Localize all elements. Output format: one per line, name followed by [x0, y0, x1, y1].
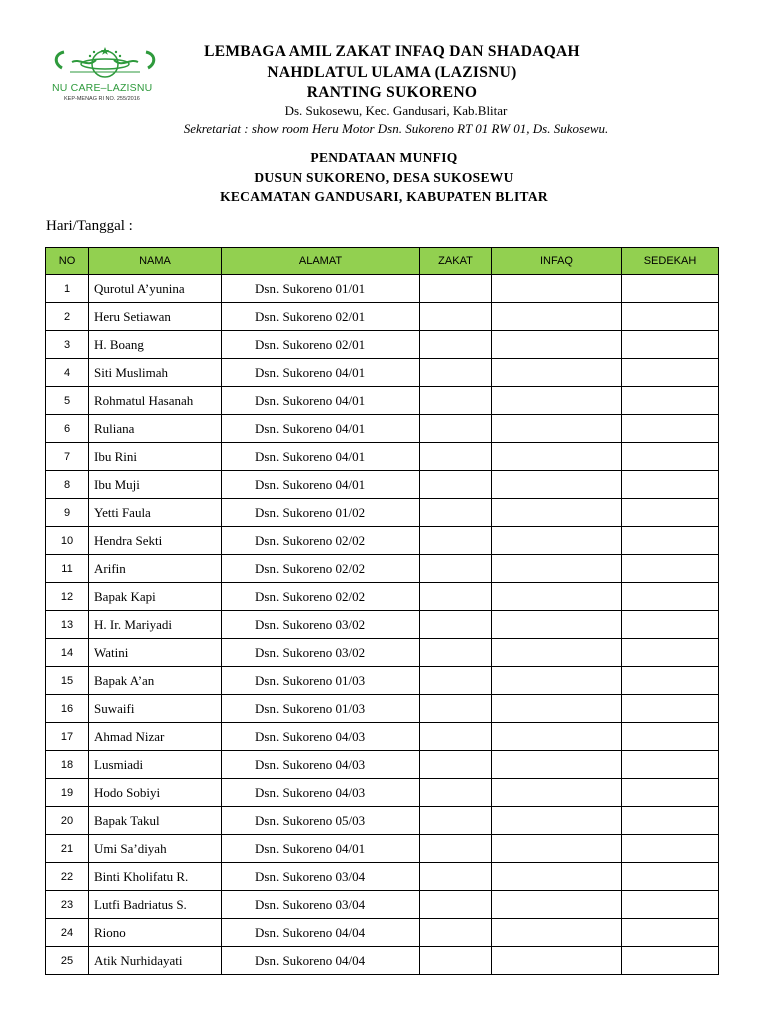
- row-number: 21: [46, 835, 89, 863]
- cell-nama: Bapak Takul: [89, 807, 222, 835]
- row-number: 8: [46, 471, 89, 499]
- cell-alamat: Dsn. Sukoreno 04/01: [222, 471, 420, 499]
- table-row: [46, 583, 719, 611]
- cell-alamat: Dsn. Sukoreno 02/02: [222, 555, 420, 583]
- row-number: 25: [46, 947, 89, 975]
- cell-alamat: Dsn. Sukoreno 02/01: [222, 331, 420, 359]
- cell-infaq: [492, 527, 622, 555]
- cell-nama: Heru Setiawan: [89, 303, 222, 331]
- cell-sedekah: [622, 331, 719, 359]
- logo-name: NU CARE–LAZISNU: [52, 82, 153, 94]
- cell-nama: Hendra Sekti: [89, 527, 222, 555]
- document-subtitle-1: DUSUN SUKORENO, DESA SUKOSEWU: [254, 170, 514, 185]
- munfiq-table: [45, 247, 719, 975]
- cell-nama: Siti Muslimah: [89, 359, 222, 387]
- date-label: Hari/Tanggal :: [46, 218, 133, 234]
- table-row: [46, 331, 719, 359]
- cell-sedekah: [622, 919, 719, 947]
- cell-nama: Lusmiadi: [89, 751, 222, 779]
- cell-infaq: [492, 275, 622, 303]
- cell-sedekah: [622, 499, 719, 527]
- column-header-infaq: INFAQ: [492, 248, 622, 275]
- cell-zakat: [420, 835, 492, 863]
- row-number: 5: [46, 387, 89, 415]
- cell-infaq: [492, 919, 622, 947]
- cell-sedekah: [622, 891, 719, 919]
- row-number: 22: [46, 863, 89, 891]
- cell-infaq: [492, 639, 622, 667]
- table-row: [46, 667, 719, 695]
- table-row: [46, 723, 719, 751]
- cell-alamat: Dsn. Sukoreno 03/02: [222, 639, 420, 667]
- cell-nama: Lutfi Badriatus S.: [89, 891, 222, 919]
- cell-infaq: [492, 555, 622, 583]
- table-row: [46, 863, 719, 891]
- cell-zakat: [420, 807, 492, 835]
- cell-alamat: Dsn. Sukoreno 03/02: [222, 611, 420, 639]
- table-row: [46, 471, 719, 499]
- table-row: [46, 919, 719, 947]
- cell-nama: Hodo Sobiyi: [89, 779, 222, 807]
- cell-alamat: Dsn. Sukoreno 04/03: [222, 779, 420, 807]
- cell-infaq: [492, 611, 622, 639]
- cell-zakat: [420, 667, 492, 695]
- cell-alamat: Dsn. Sukoreno 01/02: [222, 499, 420, 527]
- cell-zakat: [420, 919, 492, 947]
- row-number: 19: [46, 779, 89, 807]
- cell-infaq: [492, 835, 622, 863]
- row-number: 10: [46, 527, 89, 555]
- cell-nama: H. Boang: [89, 331, 222, 359]
- cell-zakat: [420, 359, 492, 387]
- org-address: Ds. Sukosewu, Kec. Gandusari, Kab.Blitar: [284, 103, 508, 118]
- cell-infaq: [492, 723, 622, 751]
- cell-zakat: [420, 863, 492, 891]
- cell-nama: Ibu Rini: [89, 443, 222, 471]
- cell-sedekah: [622, 303, 719, 331]
- cell-zakat: [420, 527, 492, 555]
- cell-sedekah: [622, 835, 719, 863]
- cell-nama: Bapak Kapi: [89, 583, 222, 611]
- column-header-zakat: ZAKAT: [420, 248, 492, 275]
- cell-sedekah: [622, 471, 719, 499]
- cell-nama: Arifin: [89, 555, 222, 583]
- cell-nama: Binti Kholifatu R.: [89, 863, 222, 891]
- cell-alamat: Dsn. Sukoreno 03/04: [222, 863, 420, 891]
- cell-alamat: Dsn. Sukoreno 04/01: [222, 443, 420, 471]
- row-number: 18: [46, 751, 89, 779]
- cell-sedekah: [622, 863, 719, 891]
- table-row: [46, 387, 719, 415]
- cell-sedekah: [622, 723, 719, 751]
- cell-alamat: Dsn. Sukoreno 04/03: [222, 751, 420, 779]
- row-number: 2: [46, 303, 89, 331]
- row-number: 12: [46, 583, 89, 611]
- cell-zakat: [420, 555, 492, 583]
- table-row: [46, 499, 719, 527]
- cell-zakat: [420, 303, 492, 331]
- cell-nama: Bapak A’an: [89, 667, 222, 695]
- cell-infaq: [492, 331, 622, 359]
- cell-nama: Atik Nurhidayati: [89, 947, 222, 975]
- row-number: 1: [46, 275, 89, 303]
- table-row: [46, 303, 719, 331]
- cell-sedekah: [622, 527, 719, 555]
- cell-zakat: [420, 723, 492, 751]
- cell-sedekah: [622, 779, 719, 807]
- row-number: 17: [46, 723, 89, 751]
- cell-alamat: Dsn. Sukoreno 05/03: [222, 807, 420, 835]
- cell-nama: Ahmad Nizar: [89, 723, 222, 751]
- cell-infaq: [492, 751, 622, 779]
- table-row: [46, 611, 719, 639]
- logo-registration: KEP-MENAG RI NO. 255/2016: [64, 96, 140, 102]
- cell-zakat: [420, 387, 492, 415]
- cell-alamat: Dsn. Sukoreno 02/02: [222, 583, 420, 611]
- org-line-1: LEMBAGA AMIL ZAKAT INFAQ DAN SHADAQAH: [204, 43, 580, 60]
- cell-nama: H. Ir. Mariyadi: [89, 611, 222, 639]
- table-row: [46, 947, 719, 975]
- cell-alamat: Dsn. Sukoreno 04/04: [222, 947, 420, 975]
- cell-infaq: [492, 667, 622, 695]
- column-header-nama: NAMA: [89, 248, 222, 275]
- cell-nama: Umi Sa’diyah: [89, 835, 222, 863]
- cell-zakat: [420, 415, 492, 443]
- table-row: [46, 751, 719, 779]
- row-number: 16: [46, 695, 89, 723]
- row-number: 9: [46, 499, 89, 527]
- row-number: 24: [46, 919, 89, 947]
- row-number: 6: [46, 415, 89, 443]
- cell-sedekah: [622, 667, 719, 695]
- cell-sedekah: [622, 807, 719, 835]
- secretariat-address: Sekretariat : show room Heru Motor Dsn. Sukoreno RT 01 RW 01, Ds. Sukosewu.: [183, 121, 609, 136]
- cell-alamat: Dsn. Sukoreno 01/03: [222, 695, 420, 723]
- cell-zakat: [420, 331, 492, 359]
- cell-nama: Riono: [89, 919, 222, 947]
- cell-sedekah: [622, 947, 719, 975]
- cell-infaq: [492, 359, 622, 387]
- cell-infaq: [492, 387, 622, 415]
- cell-alamat: Dsn. Sukoreno 03/04: [222, 891, 420, 919]
- row-number: 23: [46, 891, 89, 919]
- cell-nama: Ibu Muji: [89, 471, 222, 499]
- cell-alamat: Dsn. Sukoreno 04/01: [222, 835, 420, 863]
- cell-sedekah: [622, 443, 719, 471]
- cell-nama: Ruliana: [89, 415, 222, 443]
- table-row: [46, 527, 719, 555]
- cell-alamat: Dsn. Sukoreno 02/02: [222, 527, 420, 555]
- table-row: [46, 779, 719, 807]
- row-number: 13: [46, 611, 89, 639]
- cell-infaq: [492, 891, 622, 919]
- cell-nama: Suwaifi: [89, 695, 222, 723]
- row-number: 3: [46, 331, 89, 359]
- table-row: [46, 359, 719, 387]
- row-number: 7: [46, 443, 89, 471]
- cell-infaq: [492, 863, 622, 891]
- cell-zakat: [420, 275, 492, 303]
- table-row: [46, 555, 719, 583]
- row-number: 11: [46, 555, 89, 583]
- org-line-2: NAHDLATUL ULAMA (LAZISNU): [267, 64, 517, 81]
- cell-nama: Watini: [89, 639, 222, 667]
- cell-sedekah: [622, 387, 719, 415]
- cell-infaq: [492, 779, 622, 807]
- cell-zakat: [420, 751, 492, 779]
- row-number: 4: [46, 359, 89, 387]
- cell-zakat: [420, 639, 492, 667]
- column-header-alamat: ALAMAT: [222, 248, 420, 275]
- table-row: [46, 891, 719, 919]
- column-header-no: NO: [46, 248, 89, 275]
- row-number: 20: [46, 807, 89, 835]
- cell-infaq: [492, 499, 622, 527]
- cell-alamat: Dsn. Sukoreno 04/04: [222, 919, 420, 947]
- table-row: [46, 639, 719, 667]
- cell-zakat: [420, 583, 492, 611]
- cell-nama: Yetti Faula: [89, 499, 222, 527]
- org-line-3: RANTING SUKORENO: [306, 84, 478, 101]
- table-row: [46, 835, 719, 863]
- cell-zakat: [420, 499, 492, 527]
- cell-infaq: [492, 443, 622, 471]
- table-row: [46, 275, 719, 303]
- document-title: PENDATAAN MUNFIQ: [310, 150, 458, 165]
- cell-sedekah: [622, 359, 719, 387]
- table-row: [46, 695, 719, 723]
- cell-nama: Qurotul A’yunina: [89, 275, 222, 303]
- row-number: 14: [46, 639, 89, 667]
- cell-zakat: [420, 695, 492, 723]
- table-header-row: [46, 248, 719, 275]
- cell-zakat: [420, 611, 492, 639]
- cell-infaq: [492, 303, 622, 331]
- table-row: [46, 443, 719, 471]
- cell-alamat: Dsn. Sukoreno 04/03: [222, 723, 420, 751]
- table-row: [46, 807, 719, 835]
- cell-sedekah: [622, 275, 719, 303]
- cell-sedekah: [622, 415, 719, 443]
- cell-sedekah: [622, 639, 719, 667]
- cell-nama: Rohmatul Hasanah: [89, 387, 222, 415]
- row-number: 15: [46, 667, 89, 695]
- cell-alamat: Dsn. Sukoreno 01/03: [222, 667, 420, 695]
- cell-alamat: Dsn. Sukoreno 04/01: [222, 415, 420, 443]
- cell-sedekah: [622, 583, 719, 611]
- cell-sedekah: [622, 555, 719, 583]
- cell-zakat: [420, 891, 492, 919]
- cell-sedekah: [622, 611, 719, 639]
- cell-alamat: Dsn. Sukoreno 01/01: [222, 275, 420, 303]
- cell-zakat: [420, 471, 492, 499]
- cell-infaq: [492, 947, 622, 975]
- cell-infaq: [492, 807, 622, 835]
- cell-alamat: Dsn. Sukoreno 02/01: [222, 303, 420, 331]
- cell-alamat: Dsn. Sukoreno 04/01: [222, 359, 420, 387]
- cell-zakat: [420, 779, 492, 807]
- cell-alamat: Dsn. Sukoreno 04/01: [222, 387, 420, 415]
- cell-infaq: [492, 415, 622, 443]
- cell-infaq: [492, 583, 622, 611]
- cell-sedekah: [622, 695, 719, 723]
- table-row: [46, 415, 719, 443]
- document-subtitle-2: KECAMATAN GANDUSARI, KABUPATEN BLITAR: [220, 189, 548, 204]
- cell-infaq: [492, 695, 622, 723]
- column-header-sedekah: SEDEKAH: [622, 248, 719, 275]
- cell-zakat: [420, 443, 492, 471]
- cell-infaq: [492, 471, 622, 499]
- cell-sedekah: [622, 751, 719, 779]
- cell-zakat: [420, 947, 492, 975]
